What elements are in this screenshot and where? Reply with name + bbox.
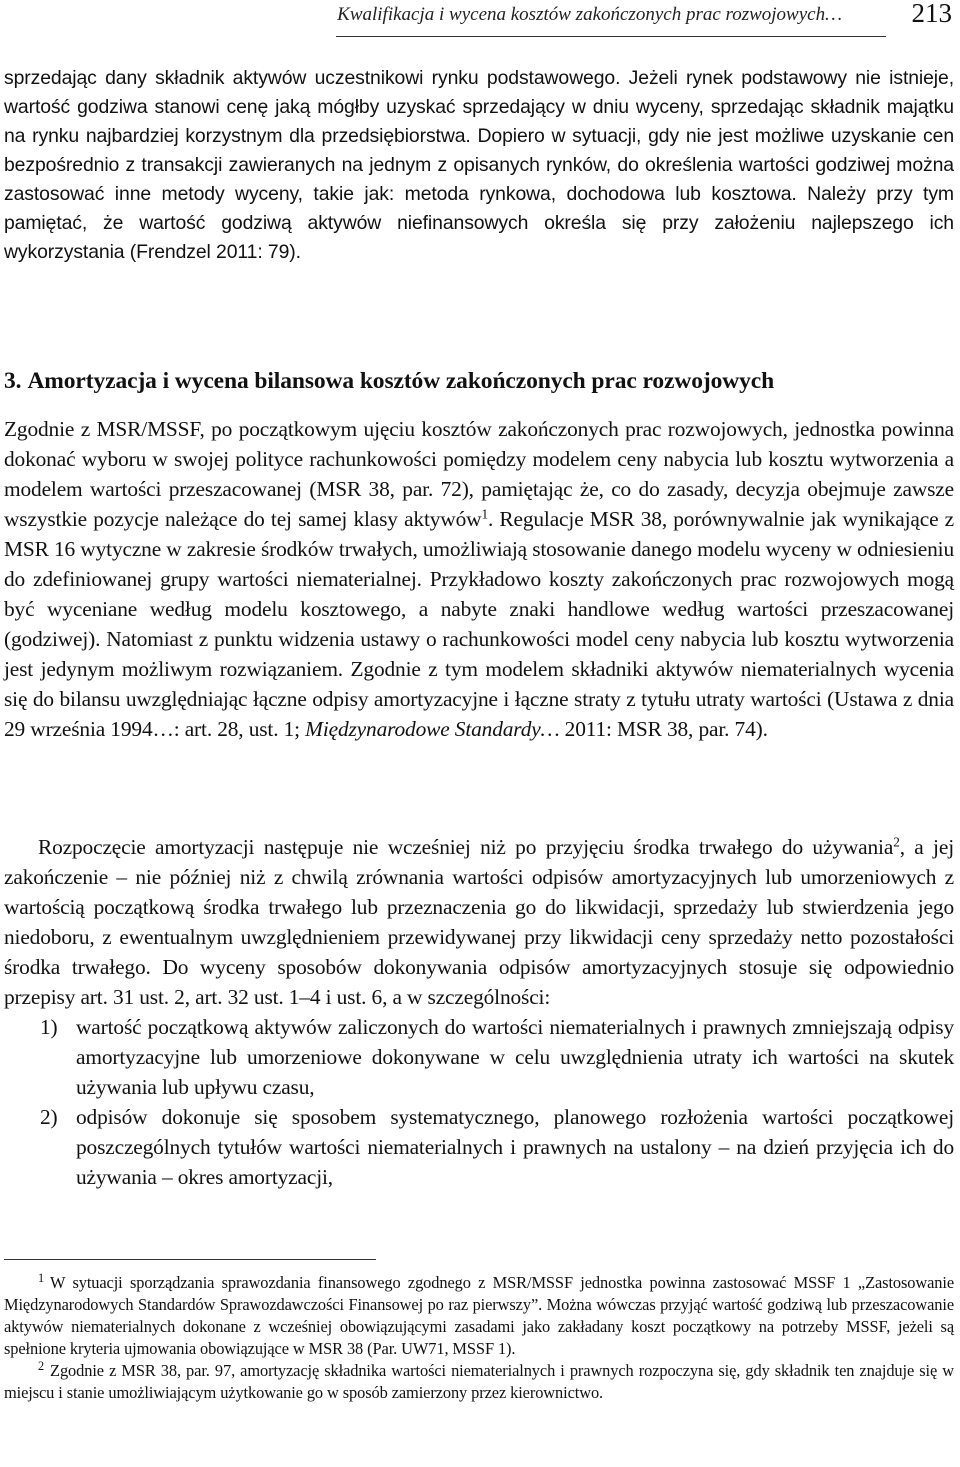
list-item	[4, 1012, 954, 1102]
footnote-mark: 2	[38, 1359, 45, 1374]
paragraph-text: 2011: MSR 38, par. 74).	[559, 717, 768, 741]
footnote-separator	[4, 1259, 376, 1260]
footnotes	[4, 1272, 954, 1404]
footnote-ref: 1	[481, 506, 488, 522]
list-item-text: odpisów dokonuje się sposobem systematycznego, planowego rozłożenia wartości początkowej poszczególnych tytułów wartości niematerialnych i prawnych na ustalony – na dzień przyjęcia ich do używania – okres amortyzacji,	[76, 1105, 954, 1189]
list-item	[4, 1102, 954, 1192]
italic-reference: Międzynarodowe Standardy…	[305, 717, 560, 741]
paragraph-valuation-models	[4, 414, 954, 744]
footnote-mark: 1	[38, 1271, 45, 1286]
paragraph-amortization-start	[4, 832, 954, 1012]
header-rule	[336, 36, 886, 37]
footnote-2	[4, 1360, 954, 1404]
list-item-number: 1)	[40, 1015, 58, 1039]
running-title: Kwalifikacja i wycena kosztów zakończonych prac rozwojowych…	[337, 4, 842, 25]
running-header	[0, 0, 960, 40]
footnote-ref: 2	[893, 834, 900, 850]
section-title: Amortyzacja i wycena bilansowa kosztów zakończonych prac rozwojowych	[27, 368, 775, 394]
page-number: 213	[911, 0, 952, 28]
section-number: 3.	[4, 368, 22, 394]
footnote-text: Zgodnie z MSR 38, par. 97, amortyzację składnika wartości niematerialnych i prawnych rozpoczyna się, gdy składnik ten znajduje się w miejscu i stanie umożliwiającym użytkowanie go w sposób zamierzony przez kierownictwo.	[4, 1361, 954, 1402]
section-heading	[4, 368, 774, 395]
paragraph-text: , a jej zakończenie – nie później niż z chwilą zrównania wartości odpisów amortyzacyjnych lub umorzeniowych z wartością początkową środka trwałego lub przeznaczenia go do likwidacji, sprzedaży lub stwierdzenia jego niedoboru, z ewentualnym uwzględnieniem przewidywanej przy likwidacji ceny sprzedaży netto pozostałości środka trwałego. Do wyceny sposobów dokonywania odpisów amortyzacyjnych stosuje się odpowiednio przepisy art. 31 ust. 2, art. 32 ust. 1–4 i ust. 6, a w szczególności:	[4, 835, 954, 1009]
list-item-text: wartość początkową aktywów zaliczonych do wartości niematerialnych i prawnych zmniejszają odpisy amortyzacyjne lub umorzeniowe dokonywane w celu uwzględnienia utraty ich wartości na skutek używania lub upływu czasu,	[76, 1015, 954, 1099]
paragraph-fair-value: sprzedając dany składnik aktywów uczestnikowi rynku podstawowego. Jeżeli rynek podstawowy nie istnieje, wartość godziwa stanowi cenę jaką mógłby uzyskać sprzedający w dniu wyceny, sprzedając składnik majątku na rynku najbardziej korzystnym dla przedsiębiorstwa. Dopiero w sytuacji, gdy nie jest możliwe uzyskanie cen bezpośrednio z transakcji zawieranych na jednym z opisanych rynków, do określenia wartości godziwej można zastosować inne metody wyceny, takie jak: metoda rynkowa, dochodowa lub kosztowa. Należy przy tym pamiętać, że wartość godziwą aktywów niefinansowych określa się przy założeniu najlepszego ich wykorzystania (Frendzel 2011: 79).	[4, 67, 954, 263]
amortization-rules-list	[4, 1012, 954, 1192]
list-item-number: 2)	[40, 1105, 58, 1129]
paragraph-text: . Regulacje MSR 38, porównywalnie jak wynikające z MSR 16 wytyczne w zakresie środków trwałych, umożliwiają stosowanie danego modelu wyceny w odniesieniu do zdefiniowanej grupy wartości niematerialnej. Przykładowo koszty zakończonych prac rozwojowych mogą być wyceniane według modelu kosztowego, a nabyte znaki handlowe według wartości przeszacowanej (godziwej). Natomiast z punktu widzenia ustawy o rachunkowości model ceny nabycia lub kosztu wytworzenia jest jedynym możliwym rozwiązaniem. Zgodnie z tym modelem składniki aktywów niematerialnych wycenia się do bilansu uwzględniając łączne odpisy amortyzacyjne i łączne straty z tytułu utraty wartości (Ustawa z dnia 29 września 1994…: art. 28, ust. 1;	[4, 507, 954, 741]
paragraph-text: Rozpoczęcie amortyzacji następuje nie wcześniej niż po przyjęciu środka trwałego do używania	[38, 835, 894, 859]
footnote-1	[4, 1272, 954, 1360]
footnote-text: W sytuacji sporządzania sprawozdania finansowego zgodnego z MSR/MSSF jednostka powinna zastosować MSSF 1 „Zastosowanie Międzynarodowych Standardów Sprawozdawczości Finansowej po raz pierwszy”. Można wówczas przyjąć wartość godziwą lub przeszacowanie aktywów niematerialnych dokonane z wcześniej obowiązującymi zasadami jako zakładany koszt początkowy na potrzeby MSSF, jeżeli są spełnione kryteria ujmowania obowiązujące w MSR 38 (Par. UW71, MSSF 1).	[4, 1273, 954, 1358]
paragraph-text: Zgodnie z MSR/MSSF, po początkowym ujęciu kosztów zakończonych prac rozwojowych, jednostka powinna dokonać wyboru w swojej polityce rachunkowości pomiędzy modelem ceny nabycia lub kosztu wytworzenia a modelem wartości przeszacowanej (MSR 38, par. 72), pamiętając że, co do zasady, decyzja obejmuje zawsze wszystkie pozycje należące do tej samej klasy aktywów	[4, 417, 954, 531]
